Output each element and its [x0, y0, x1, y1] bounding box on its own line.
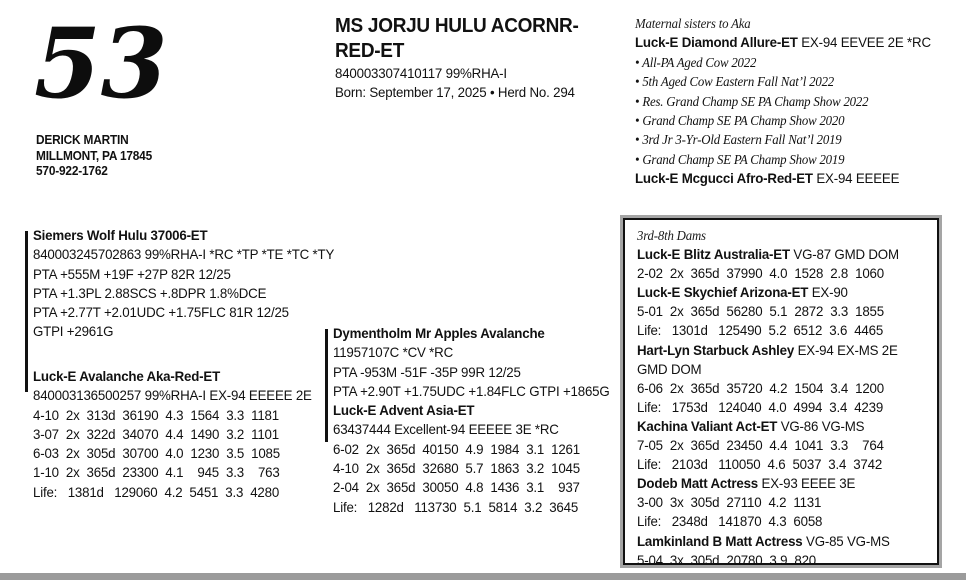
dam-record-row: 1-10 2x 365d 23300 4.1 945 3.3 763 [33, 464, 280, 481]
dam-record-row: 5-01 2x 365d 56280 5.1 2872 3.3 1855 [637, 303, 884, 320]
animal-born-line: Born: September 17, 2025 • Herd No. 294 [335, 84, 575, 100]
maternal-sister-name: Luck-E Diamond Allure-ET [635, 34, 798, 51]
granddam-record-row: Life: 1282d 113730 5.1 5814 3.2 3645 [333, 498, 579, 515]
maternal-sister-name-line [635, 33, 939, 52]
dams-box [623, 218, 939, 568]
dam-record-row: 4-10 2x 313d 36190 4.3 1564 3.3 1181 [33, 406, 279, 423]
pedigree-bracket-mid [325, 329, 328, 442]
consignor-block [36, 133, 152, 180]
dam-registration: 840003136500257 99%RHA-I EX-94 EEEEE 2E [33, 387, 312, 404]
dam-entry-name: Hart-Lyn Starbuck Ashley [637, 341, 795, 358]
granddam-name: Luck-E Advent Asia-ET [333, 402, 475, 419]
dam-record-row: 3-07 2x 322d 34070 4.4 1490 3.2 1101 [33, 425, 279, 442]
dam-entry-score: VG-85 VG-MS [806, 532, 890, 549]
dam-record-row: 6-03 2x 305d 30700 4.0 1230 3.5 1085 [33, 445, 280, 462]
consignor-phone: 570-922-1762 [36, 164, 108, 178]
animal-title-block [335, 14, 620, 102]
dam-record-row: 7-05 2x 365d 23450 4.4 1041 3.3 764 [637, 437, 884, 454]
dam-entry-name: Kachina Valiant Act-ET [637, 417, 778, 434]
sire-line: PTA +2.77T +2.01UDC +1.75FLC 81R 12/25 [33, 304, 289, 321]
sire-line: PTA +1.3PL 2.88SCS +.8DPR 1.8%DCE [33, 284, 267, 301]
granddam-registration: 63437444 Excellent-94 EEEEE 3E *RC [333, 421, 559, 438]
consignor-name: DERICK MARTIN [36, 133, 129, 147]
maternal-sister-score: EX-94 EEVEE 2E *RC [801, 34, 931, 51]
dam-record-row: 5-04 3x 305d 20780 3.9 820 [637, 551, 816, 568]
award-item: • Grand Champ SE PA Champ Show 2019 [635, 150, 939, 169]
pedigree-bracket-left [25, 231, 28, 392]
dam-entry-name-line [637, 474, 922, 493]
granddam-record-row: 6-02 2x 365d 40150 4.9 1984 3.1 1261 [333, 440, 580, 457]
dam-entry-name-line [637, 532, 922, 551]
grandsire-line: 11957107C *CV *RC [333, 344, 453, 361]
dam-record-row: Life: 1301d 125490 5.2 6512 3.6 4465 [637, 322, 884, 339]
dam-record-row: 3-00 3x 305d 27110 4.2 1131 [637, 494, 822, 511]
maternal-sisters-block [635, 14, 939, 189]
dam-entry-score: EX-90 [811, 284, 848, 301]
dam-record-row: 2-02 2x 365d 37990 4.0 1528 2.8 1060 [637, 265, 884, 282]
lot-number: 53 [34, 7, 168, 120]
award-item: • Grand Champ SE PA Champ Show 2020 [635, 111, 939, 130]
grandsire-granddam-block [333, 324, 618, 517]
dam-entry-name-line [637, 341, 922, 379]
dam-name: Luck-E Avalanche Aka-Red-ET [33, 368, 221, 384]
granddam-record-row: 4-10 2x 365d 32680 5.7 1863 3.2 1045 [333, 460, 580, 477]
award-item: • Res. Grand Champ SE PA Champ Show 2022 [635, 92, 939, 111]
sire-line: 840003245702863 99%RHA-I *RC *TP *TE *TC *TY [33, 246, 335, 263]
dam-entry-score: VG-86 VG-MS [780, 417, 865, 434]
dam-record-row: Life: 2348d 141870 4.3 6058 [637, 513, 823, 530]
dam-record-row: Life: 1753d 124040 4.0 4994 3.4 4239 [637, 398, 884, 415]
award-item: • All-PA Aged Cow 2022 [635, 53, 939, 72]
sire-line: GTPI +2961G [33, 323, 114, 340]
grandsire-line: PTA +2.90T +1.75UDC +1.84FLC GTPI +1865G [333, 382, 610, 399]
consignor-address: MILLMONT, PA 17845 [36, 148, 153, 163]
dam-entry-name: Dodeb Matt Actress [637, 475, 758, 492]
animal-name: MS JORJU HULU ACORNR-RED-ET [335, 15, 579, 62]
granddam-record-row: 2-04 2x 365d 30050 4.8 1436 3.1 937 [333, 479, 580, 496]
sire-block [33, 226, 335, 342]
animal-registration: 840003307410117 99%RHA-I [335, 65, 507, 81]
award-item: • 3rd Jr 3-Yr-Old Eastern Fall Nat’l 2019 [635, 130, 939, 149]
maternal-sisters-header: Maternal sisters to Aka [635, 16, 751, 31]
dam-entry-name: Luck-E Blitz Australia-ET [637, 246, 790, 263]
dams-box-content [637, 226, 922, 570]
dam-block [33, 367, 318, 502]
dam-entry-score: VG-87 GMD DOM [793, 246, 899, 263]
dam-record-row: Life: 2103d 110050 4.6 5037 3.4 3742 [637, 456, 883, 473]
dam-entry-name: Lamkinland B Matt Actress [637, 532, 803, 549]
dam-record-row: 6-06 2x 365d 35720 4.2 1504 3.4 1200 [637, 379, 884, 396]
dam-entry-name: Luck-E Skychief Arizona-ET [637, 284, 809, 301]
award-item: • 5th Aged Cow Eastern Fall Nat’l 2022 [635, 72, 939, 91]
maternal-sister-name-line [635, 169, 939, 188]
dam-entry-name-line [637, 417, 922, 436]
dam-record-row: Life: 1381d 129060 4.2 5451 3.3 4280 [33, 483, 280, 500]
dam-entry-name-line [637, 283, 922, 302]
maternal-sister-score: EX-94 EEEEE [816, 170, 900, 187]
grandsire-line: PTA -953M -51F -35P 99R 12/25 [333, 363, 521, 380]
dam-entry-score: EX-93 EEEE 3E [761, 475, 856, 492]
dam-entry-name-line [637, 245, 922, 264]
sire-line: PTA +555M +19F +27P 82R 12/25 [33, 265, 231, 282]
grandsire-name: Dymentholm Mr Apples Avalanche [333, 325, 545, 341]
maternal-sister-name: Luck-E Mcgucci Afro-Red-ET [635, 170, 813, 187]
page-edge-bar [0, 573, 966, 580]
dams-box-header: 3rd-8th Dams [637, 228, 706, 243]
sire-name: Siemers Wolf Hulu 37006-ET [33, 227, 208, 243]
dam-entry-score: EX-94 EX-MS 2E GMD DOM [637, 341, 898, 377]
